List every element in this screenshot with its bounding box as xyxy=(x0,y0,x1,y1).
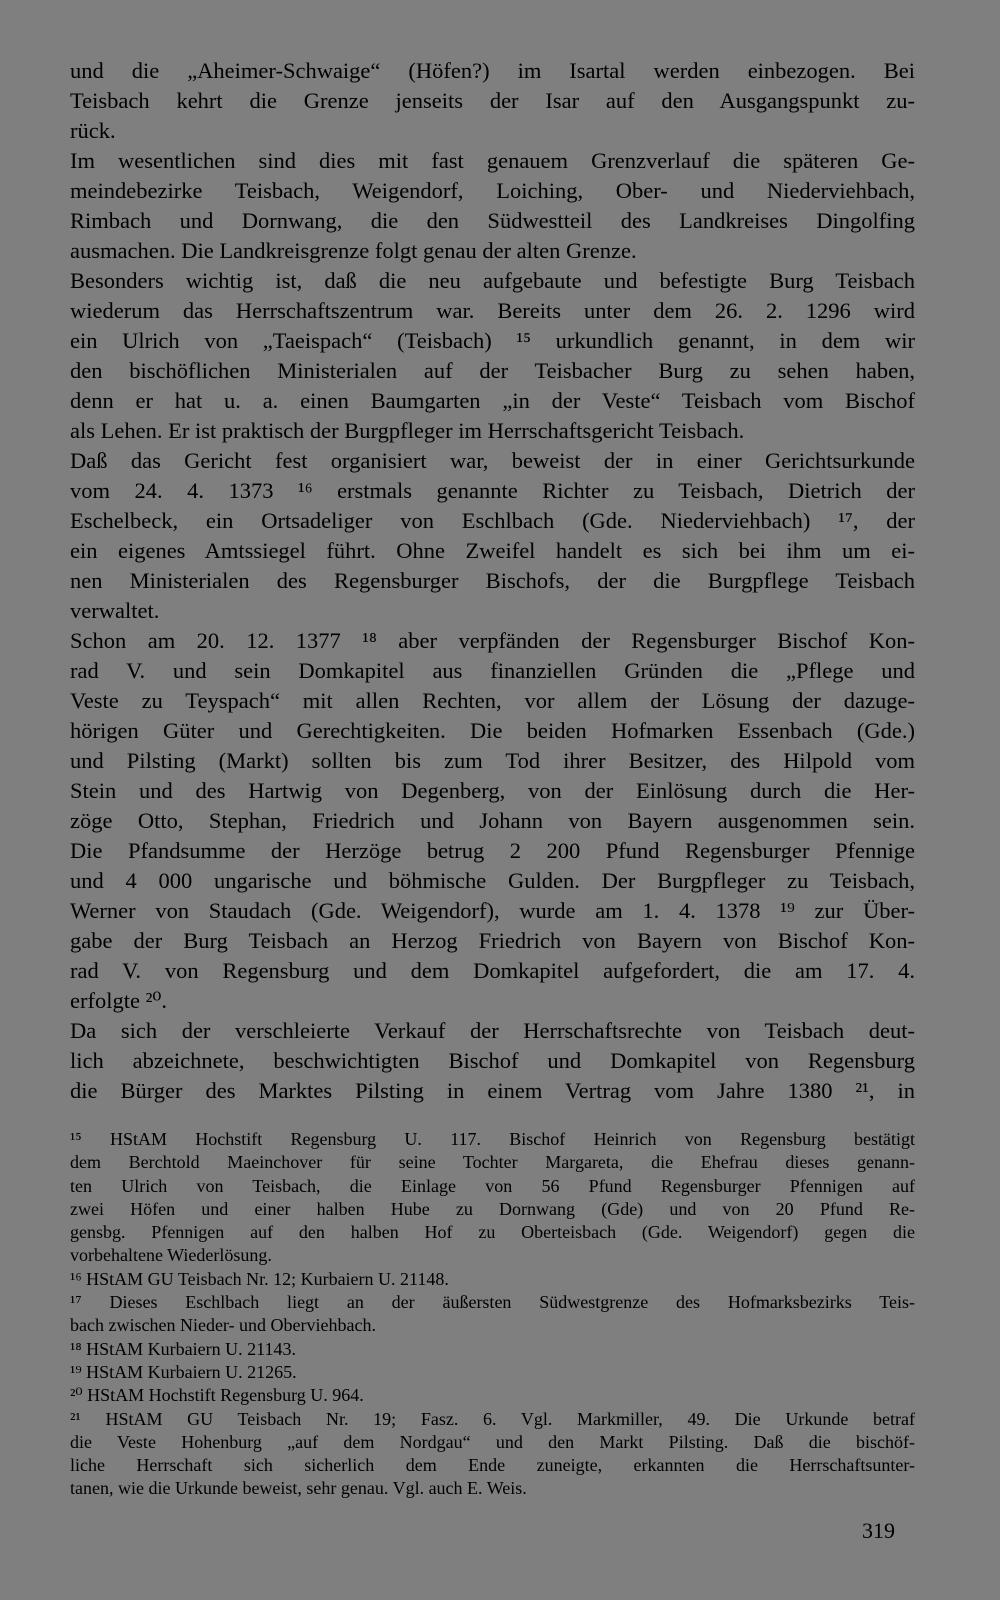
footnote-line: gensbg. Pfennigen auf den halben Hof zu Oberteisbach (Gde. Weigendorf) gegen die xyxy=(70,1222,915,1243)
main-text-line: ausmachen. Die Landkreisgrenze folgt genau der alten Grenze. xyxy=(70,238,637,263)
footnote-line: ¹⁹ HStAM Kurbaiern U. 21265. xyxy=(70,1361,297,1382)
main-text-line: wiederum das Herrschaftszentrum war. Bereits unter dem 26. 2. 1296 wird xyxy=(70,298,915,323)
main-text-line: erfolgte ²⁰. xyxy=(70,988,167,1013)
main-text-line: rück. xyxy=(70,118,116,143)
main-text-body xyxy=(70,56,915,1106)
page-number: 319 xyxy=(862,1518,895,1543)
main-text-line: rad V. und sein Domkapitel aus finanziellen Gründen die „Pflege und xyxy=(70,658,915,683)
main-text-line: denn er hat u. a. einen Baumgarten „in der Veste“ Teisbach vom Bischof xyxy=(70,388,915,413)
main-text-line: ein eigenes Amtssiegel führt. Ohne Zweifel handelt es sich bei ihm um ei- xyxy=(70,538,915,563)
main-text-line: ein Ulrich von „Taeispach“ (Teisbach) ¹⁵ urkundlich genannt, in dem wir xyxy=(70,328,915,353)
main-text-line: verwaltet. xyxy=(70,598,160,623)
footnote-line: ¹⁶ HStAM GU Teisbach Nr. 12; Kurbaiern U. 21148. xyxy=(70,1268,449,1289)
footnote-line: bach zwischen Nieder- und Oberviehbach. xyxy=(70,1315,377,1336)
main-text-line: nen Ministerialen des Regensburger Bischofs, der die Burgpflege Teisbach xyxy=(70,568,915,593)
footnotes-section xyxy=(70,1128,915,1501)
main-text-line: Im wesentlichen sind dies mit fast genauem Grenzverlauf die späteren Ge- xyxy=(70,148,915,173)
footnote-line: dem Berchtold Maeinchover für seine Tochter Margareta, die Ehefrau dieses genann- xyxy=(70,1152,915,1173)
footnote-line: ¹⁵ HStAM Hochstift Regensburg U. 117. Bischof Heinrich von Regensburg bestätigt xyxy=(70,1129,915,1149)
main-text-line: lich abzeichnete, beschwichtigten Bischof und Domkapitel von Regensburg xyxy=(70,1048,915,1073)
main-text-line: zöge Otto, Stephan, Friedrich und Johann von Bayern ausgenommen sein. xyxy=(70,808,915,833)
main-text-line: Eschelbeck, ein Ortsadeliger von Eschlbach (Gde. Niederviehbach) ¹⁷, der xyxy=(70,508,915,533)
main-text-line: meindebezirke Teisbach, Weigendorf, Loiching, Ober- und Niederviehbach, xyxy=(70,178,915,203)
main-text-line: Besonders wichtig ist, daß die neu aufgebaute und befestigte Burg Teisbach xyxy=(70,268,915,293)
main-text-line: hörigen Güter und Gerechtigkeiten. Die beiden Hofmarken Essenbach (Gde.) xyxy=(70,718,915,743)
main-text-line: Stein und des Hartwig von Degenberg, von der Einlösung durch die Her- xyxy=(70,778,915,803)
main-text-line: rad V. von Regensburg und dem Domkapitel aufgefordert, die am 17. 4. xyxy=(70,958,915,983)
main-text-line: Rimbach und Dornwang, die den Südwestteil des Landkreises Dingolfing xyxy=(70,208,915,233)
footnote-line: tanen, wie die Urkunde beweist, sehr genau. Vgl. auch E. Weis. xyxy=(70,1478,527,1499)
footnote-line: ¹⁷ Dieses Eschlbach liegt an der äußersten Südwestgrenze des Hofmarksbezirks Teis- xyxy=(70,1292,915,1313)
footnote-line: ²⁰ HStAM Hochstift Regensburg U. 964. xyxy=(70,1385,364,1406)
main-text-line: und die „Aheimer-Schwaige“ (Höfen?) im Isartal werden einbezogen. Bei xyxy=(70,58,915,83)
main-text-line: die Bürger des Marktes Pilsting in einem Vertrag vom Jahre 1380 ²¹, in xyxy=(70,1078,915,1103)
main-text-line: Die Pfandsumme der Herzöge betrug 2 200 Pfund Regensburger Pfennige xyxy=(70,838,915,863)
main-text-line: Veste zu Teyspach“ mit allen Rechten, vor allem der Lösung der dazuge- xyxy=(70,688,915,713)
main-text-line: Da sich der verschleierte Verkauf der Herrschaftsrechte von Teisbach deut- xyxy=(70,1018,915,1043)
footnote-line: liche Herrschaft sich sicherlich dem Ende zuneigte, erkannten die Herrschaftsunter- xyxy=(70,1455,915,1476)
main-text-line: Schon am 20. 12. 1377 ¹⁸ aber verpfänden der Regensburger Bischof Kon- xyxy=(70,628,915,653)
footnote-line: ²¹ HStAM GU Teisbach Nr. 19; Fasz. 6. Vgl. Markmiller, 49. Die Urkunde betraf xyxy=(70,1408,915,1429)
main-text-line: und 4 000 ungarische und böhmische Gulden. Der Burgpfleger zu Teisbach, xyxy=(70,868,915,893)
main-text-line: als Lehen. Er ist praktisch der Burgpfleger im Herrschaftsgericht Teisbach. xyxy=(70,418,745,443)
footnote-line: ¹⁸ HStAM Kurbaiern U. 21143. xyxy=(70,1338,296,1359)
footnote-line: vorbehaltene Wiederlösung. xyxy=(70,1245,272,1266)
main-text-line: Teisbach kehrt die Grenze jenseits der Isar auf den Ausgangspunkt zu- xyxy=(70,88,915,113)
main-text-line: vom 24. 4. 1373 ¹⁶ erstmals genannte Richter zu Teisbach, Dietrich der xyxy=(70,478,915,503)
main-text-line: Daß das Gericht fest organisiert war, beweist der in einer Gerichtsurkunde xyxy=(70,448,915,473)
footnote-line: ten Ulrich von Teisbach, die Einlage von 56 Pfund Regensburger Pfennigen auf xyxy=(70,1175,915,1196)
main-text-line: Werner von Staudach (Gde. Weigendorf), wurde am 1. 4. 1378 ¹⁹ zur Über- xyxy=(70,898,915,923)
footnote-line: die Veste Hohenburg „auf dem Nordgau“ und den Markt Pilsting. Daß die bischöf- xyxy=(70,1431,915,1452)
footnote-line: zwei Höfen und einer halben Hube zu Dornwang (Gde) und von 20 Pfund Re- xyxy=(70,1198,915,1219)
main-text-line: den bischöflichen Ministerialen auf der Teisbacher Burg zu sehen haben, xyxy=(70,358,915,383)
main-text-line: gabe der Burg Teisbach an Herzog Friedrich von Bayern von Bischof Kon- xyxy=(70,928,915,953)
main-text-line: und Pilsting (Markt) sollten bis zum Tod ihrer Besitzer, des Hilpold vom xyxy=(70,748,915,773)
